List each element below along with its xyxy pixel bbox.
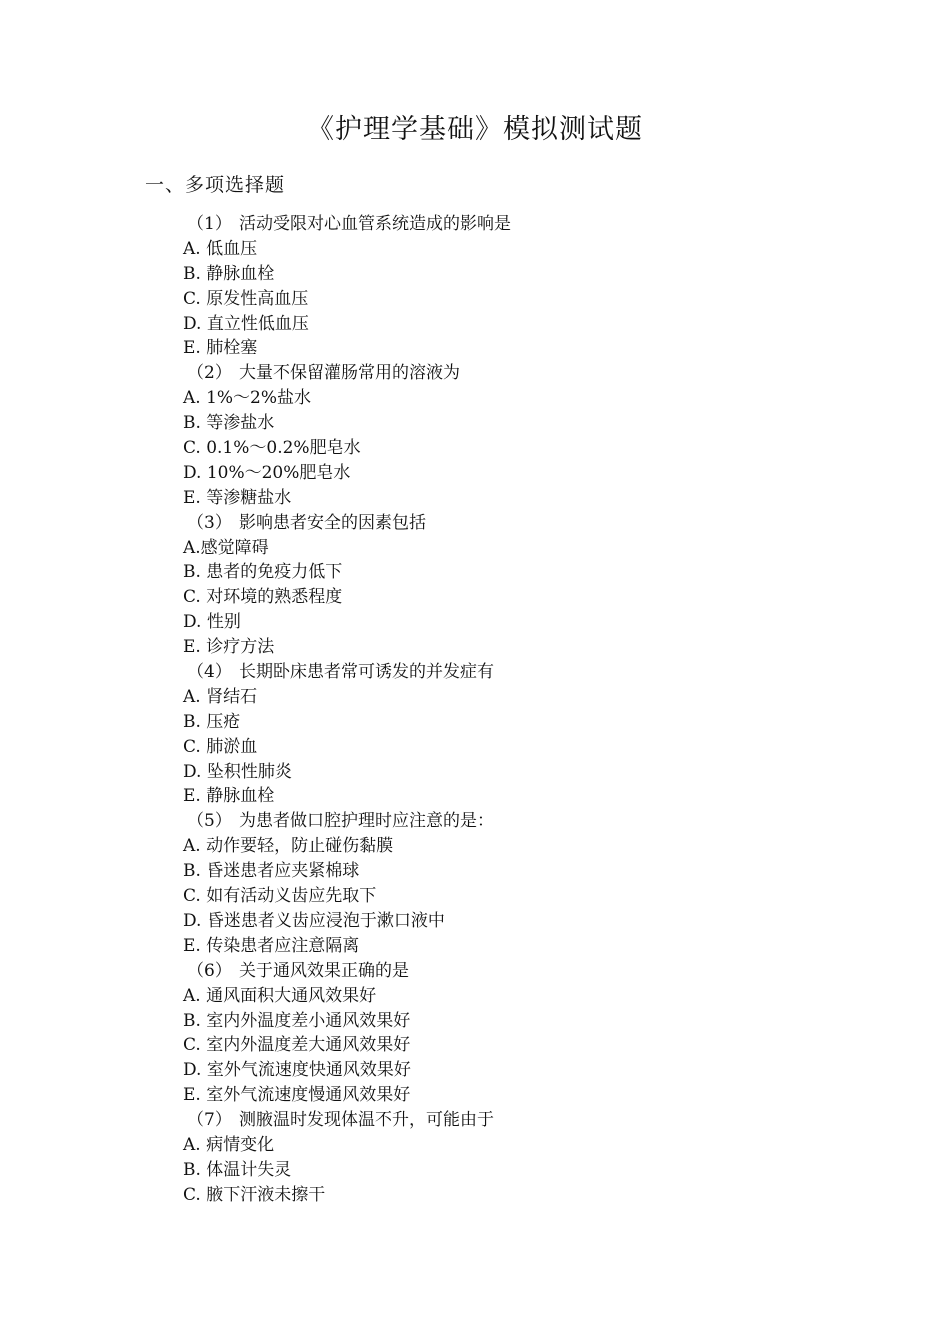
section-heading: 一、多项选择题 — [145, 174, 286, 196]
question-stem — [187, 1108, 883, 1133]
document-title: 《护理学基础》模拟测试题 — [307, 114, 643, 145]
answer-option: D. 10%～20%肥皂水 — [183, 462, 351, 483]
question-text: 长期卧床患者常可诱发的并发症有 — [239, 662, 494, 683]
question-number: （5） — [187, 811, 232, 832]
answer-option: A. 动作要轻，防止碰伤黏膜 — [183, 836, 394, 857]
answer-option: B. 静脉血栓 — [183, 263, 275, 284]
question-item — [183, 361, 883, 510]
question-stem — [187, 660, 883, 685]
answer-option: C. 室内外温度差大通风效果好 — [183, 1035, 411, 1056]
question-stem — [187, 361, 883, 386]
answer-option: B. 等渗盐水 — [183, 413, 275, 434]
answer-option: E. 传染患者应注意隔离 — [183, 935, 360, 956]
answer-option: A.感觉障碍 — [183, 537, 269, 558]
answer-option: A. 病情变化 — [183, 1134, 275, 1155]
answer-option: E. 诊疗方法 — [183, 637, 275, 658]
question-text: 为患者做口腔护理时应注意的是： — [239, 811, 494, 832]
answer-option: C. 腋下汗液未擦干 — [183, 1184, 326, 1205]
answer-option: C. 如有活动义齿应先取下 — [183, 886, 377, 907]
answer-option: A. 1%～2%盐水 — [183, 388, 312, 409]
question-number: （4） — [187, 662, 232, 683]
answer-option: E. 肺栓塞 — [183, 338, 258, 359]
answer-option: C. 对环境的熟悉程度 — [183, 587, 343, 608]
question-item — [183, 809, 883, 958]
answer-option: A. 通风面积大通风效果好 — [183, 985, 377, 1006]
question-number: （2） — [187, 363, 232, 384]
answer-option: B. 压疮 — [183, 711, 241, 732]
question-number: （7） — [187, 1110, 232, 1131]
question-stem — [187, 959, 883, 984]
question-item — [183, 959, 883, 1108]
answer-option: B. 昏迷患者应夹紧棉球 — [183, 861, 360, 882]
question-stem — [187, 809, 883, 834]
question-number: （1） — [187, 214, 232, 234]
answer-option: E. 静脉血栓 — [183, 786, 275, 807]
question-number: （3） — [187, 512, 232, 533]
answer-option: D. 直立性低血压 — [183, 313, 309, 334]
question-item — [183, 1108, 883, 1208]
question-number: （6） — [187, 960, 232, 981]
question-text: 影响患者安全的因素包括 — [239, 512, 426, 533]
answer-option: B. 患者的免疫力低下 — [183, 562, 343, 583]
question-text: 测腋温时发现体温不升，可能由于 — [239, 1110, 494, 1131]
answer-option: E. 等渗糖盐水 — [183, 487, 292, 508]
question-list — [183, 212, 883, 1208]
answer-option: C. 0.1%～0.2%肥皂水 — [183, 438, 361, 459]
question-item — [183, 212, 883, 361]
answer-option: B. 体温计失灵 — [183, 1159, 292, 1180]
answer-option: E. 室外气流速度慢通风效果好 — [183, 1085, 411, 1106]
answer-option: A. 低血压 — [183, 238, 258, 259]
answer-option: D. 昏迷患者义齿应浸泡于漱口液中 — [183, 910, 445, 931]
answer-option: B. 室内外温度差小通风效果好 — [183, 1010, 411, 1031]
question-text: 关于通风效果正确的是 — [239, 960, 409, 981]
question-text: 活动受限对心血管系统造成的影响是 — [239, 214, 511, 234]
answer-option: C. 原发性高血压 — [183, 288, 309, 309]
question-stem — [187, 511, 883, 536]
question-item — [183, 511, 883, 660]
answer-option: A. 肾结石 — [183, 686, 258, 707]
question-text: 大量不保留灌肠常用的溶液为 — [239, 363, 460, 384]
question-item — [183, 660, 883, 809]
question-stem — [187, 212, 883, 237]
answer-option: D. 坠积性肺炎 — [183, 761, 292, 782]
answer-option: D. 性别 — [183, 612, 241, 633]
answer-option: D. 室外气流速度快通风效果好 — [183, 1060, 411, 1081]
answer-option: C. 肺淤血 — [183, 736, 258, 757]
